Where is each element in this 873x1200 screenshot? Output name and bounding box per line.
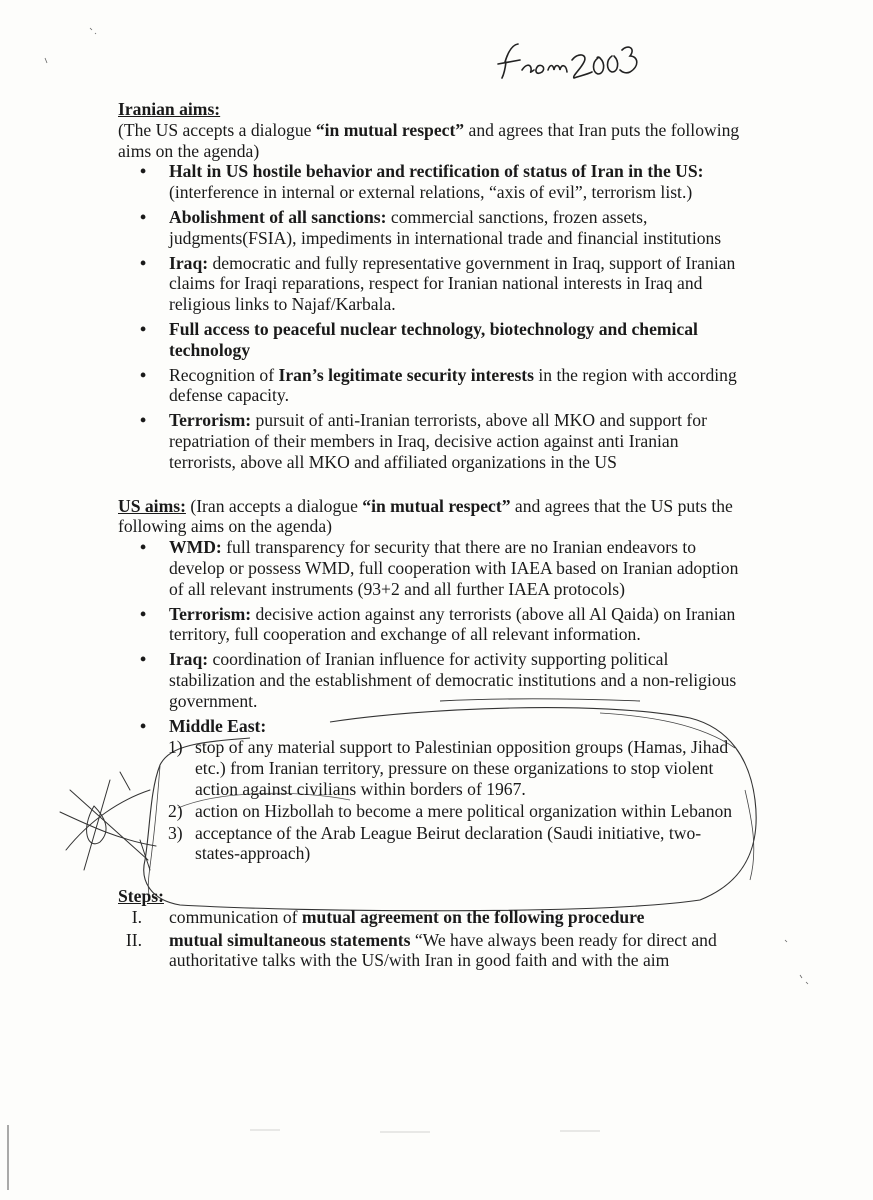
intro-text-end: and agrees that the US puts the following aims on the agenda) <box>118 495 733 537</box>
item-text: coordination of Iranian influence for activity supporting political stabilization and the establishment of democratic institutions and a non-religious government. <box>169 649 737 711</box>
item-text: democratic and fully representative government in Iraq, support of Iranian claims for Iraqi reparations, respect for Iranian national interests in Iraq and religious links to Najaf/Karbala. <box>169 252 736 315</box>
intro-bold: “in mutual respect” <box>315 119 465 140</box>
item-text: stop of any material support to Palestinian opposition groups (Hamas, Jihad etc.) from Iranian territory, pressure on these organizations to stop violent action against civilians within borders of 1967. <box>195 737 729 799</box>
item-text: commercial sanctions, frozen assets, judgments(FSIA), impediments in international trade and financial institutions <box>169 206 722 248</box>
item-bold: Iran’s legitimate security interests <box>278 364 534 385</box>
list-item <box>118 410 740 472</box>
item-number: 3) <box>168 822 183 843</box>
item-text: decisive action against any terrorists (above all Al Qaida) on Iranian territory, full cooperation and exchange of all relevant information. <box>169 603 736 645</box>
item-bold: WMD: <box>169 537 222 558</box>
handwritten-note-from-2003 <box>498 44 637 78</box>
list-item <box>118 365 740 407</box>
us-aims-section <box>118 496 740 865</box>
item-text: acceptance of the Arab League Beirut declaration (Saudi initiative, two-states-approach) <box>195 822 702 864</box>
list-item <box>118 604 740 646</box>
intro-bold: “in mutual respect” <box>362 495 511 516</box>
item-pre: communication of <box>169 906 302 927</box>
item-text: (interference in internal or external relations, “axis of evil”, terrorism list.) <box>169 182 693 203</box>
iranian-aims-section <box>118 99 740 473</box>
list-item <box>118 537 740 599</box>
item-bold: Abolishment of all sanctions: <box>169 206 387 227</box>
item-text: full transparency for security that there are no Iranian endeavors to develop or possess WMD, full cooperation with IAEA based on Iranian adoption of all relevant instruments (93+2 and all further IAEA protocols) <box>169 537 739 599</box>
list-item <box>118 319 740 361</box>
list-item <box>118 207 740 249</box>
item-pre: Recognition of <box>169 364 279 385</box>
item-number: 1) <box>168 737 183 758</box>
iranian-aims-heading: Iranian aims: <box>118 99 221 119</box>
iranian-aims-intro <box>118 120 740 162</box>
item-text: “We have always been ready for direct and authoritative talks with the US/with Iran in good faith and with the aim <box>169 929 717 971</box>
item-bold: mutual simultaneous statements <box>169 929 411 950</box>
item-bold: Iraq: <box>169 252 209 273</box>
us-aims-list <box>118 537 740 736</box>
steps-section <box>118 886 740 971</box>
step-number: II. <box>125 929 142 950</box>
step-number: I. <box>131 906 142 927</box>
item-bold: Terrorism: <box>169 603 252 624</box>
intro-text: (The US accepts a dialogue <box>118 119 316 140</box>
sub-list-item <box>118 737 740 799</box>
intro-text-end: and agrees that Iran puts the following aims on the agenda) <box>118 119 740 161</box>
item-bold: Iraq: <box>169 649 209 670</box>
item-bold: Middle East: <box>169 715 267 736</box>
list-item <box>118 649 740 711</box>
sub-list-item <box>118 823 740 865</box>
item-bold: Halt in US hostile behavior and rectification of status of Iran in the US: <box>169 161 704 182</box>
item-bold: mutual agreement on the following procedure <box>301 906 645 927</box>
item-number: 2) <box>168 800 183 821</box>
item-bold: Terrorism: <box>169 410 252 431</box>
sub-list-item <box>118 801 740 822</box>
steps-list <box>118 907 740 971</box>
middle-east-sublist <box>118 737 740 864</box>
document-body <box>118 99 740 973</box>
us-aims-intro <box>118 496 740 538</box>
item-text: action on Hizbollah to become a mere political organization within Lebanon <box>195 800 733 821</box>
step-item <box>118 930 740 972</box>
item-text: pursuit of anti-Iranian terrorists, above all MKO and support for repatriation of their members in Iraq, decisive action against anti Iranian terrorists, above all MKO and affiliated organizations in the US <box>169 410 707 472</box>
list-item <box>118 253 740 315</box>
list-item <box>118 716 740 737</box>
list-item <box>118 161 740 203</box>
iranian-aims-list <box>118 161 740 472</box>
steps-heading: Steps: <box>118 886 164 907</box>
item-text: in the region with according defense capacity. <box>169 364 737 406</box>
step-item <box>118 907 740 928</box>
us-aims-heading: US aims: <box>118 495 186 516</box>
item-bold: Full access to peaceful nuclear technology, biotechnology and chemical technology <box>169 318 698 360</box>
intro-text: (Iran accepts a dialogue <box>185 495 363 516</box>
